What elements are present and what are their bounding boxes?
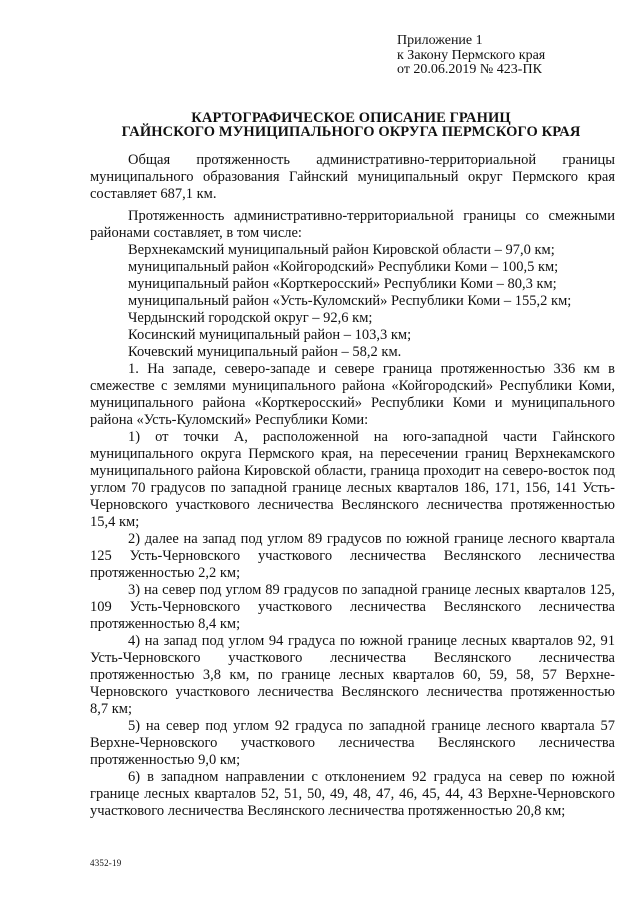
adjacent-item: муниципальный район «Койгородский» Республики Коми – 100,5 км; — [128, 259, 559, 275]
total-length-paragraph: Общая протяженность административно-территориальной границы муниципального образования Гайнский муниципальный округ Пермского края составляет 687,1 км. — [90, 152, 615, 202]
document-body — [90, 152, 615, 820]
adjacent-item: Кочевский муниципальный район – 58,2 км. — [128, 344, 402, 360]
adjacent-item: Верхнекамский муниципальный район Кировской области – 97,0 км; — [128, 242, 555, 258]
boundary-item: 6) в западном направлении с отклонением 92 градуса на север по южной границе лесных кварталов 52, 51, 50, 49, 48, 47, 46, 45, 44, 43 Верхне-Черновского участкового лесничества Веслянского лесничества протяженностью 20,8 км; — [90, 769, 615, 819]
adjacent-item: Чердынский городской округ – 92,6 км; — [128, 310, 373, 326]
appendix-line-3: от 20.06.2019 № 423-ПК — [397, 62, 542, 77]
boundary-item: 1) от точки А, расположенной на юго-западной части Гайнского муниципального округа Пермского края, на пересечении границ Верхнекамского муниципального района Кировской области, граница проходит на северо-восток под углом 70 градусов по западной границе лесных кварталов 186, 171, 156, 141 Усть-Черновского участкового лесничества Веслянского лесничества протяженностью 15,4 км; — [90, 429, 615, 530]
adjacent-intro-paragraph: Протяженность административно-территориальной границы со смежными районами составляет, в том числе: — [90, 208, 615, 241]
section-1-paragraph: 1. На западе, северо-западе и севере граница протяженностью 336 км в смежестве с землями муниципального района «Койгородский» Республики Коми, муниципального района «Корткеросский» Республики Коми и муниципального района «Усть-Куломский» Республики Коми: — [90, 361, 615, 428]
boundary-item: 4) на запад под углом 94 градуса по южной границе лесных кварталов 92, 91 Усть-Черновского участкового лесничества Веслянского лесничества протяженностью 3,8 км, по границе лесных кварталов 60, 59, 58, 57 Верхне-Черновского участкового лесничества Веслянского лесничества протяженностью 8,7 км; — [90, 633, 615, 717]
boundary-item: 3) на север под углом 89 градусов по западной границе лесных кварталов 125, 109 Усть-Черновского участкового лесничества Веслянского лесничества протяженностью 8,4 км; — [90, 582, 615, 632]
document-title-line-2: ГАЙНСКОГО МУНИЦИПАЛЬНОГО ОКРУГА ПЕРМСКОГО КРАЯ — [121, 124, 581, 140]
adjacent-item: Косинский муниципальный район – 103,3 км; — [128, 327, 412, 343]
boundary-item: 5) на север под углом 92 градуса по западной границе лесного квартала 57 Верхне-Черновского участкового лесничества Веслянского лесничества протяженностью 9,0 км; — [90, 718, 615, 768]
appendix-line-2: к Закону Пермского края — [397, 47, 546, 63]
adjacent-item: муниципальный район «Корткеросский» Республики Коми – 80,3 км; — [128, 276, 557, 292]
document-title-line-1: КАРТОГРАФИЧЕСКОЕ ОПИСАНИЕ ГРАНИЦ — [191, 110, 511, 126]
appendix-note — [397, 34, 545, 78]
boundary-item: 2) далее на запад под углом 89 градусов по южной границе лесного квартала 125 Усть-Черновского участкового лесничества Веслянского лесничества протяженностью 2,2 км; — [90, 531, 615, 581]
document-code: 4352-19 — [90, 858, 122, 868]
adjacent-item: муниципальный район «Усть-Куломский» Республики Коми – 155,2 км; — [128, 293, 572, 309]
appendix-line-1: Приложение 1 — [397, 33, 483, 48]
